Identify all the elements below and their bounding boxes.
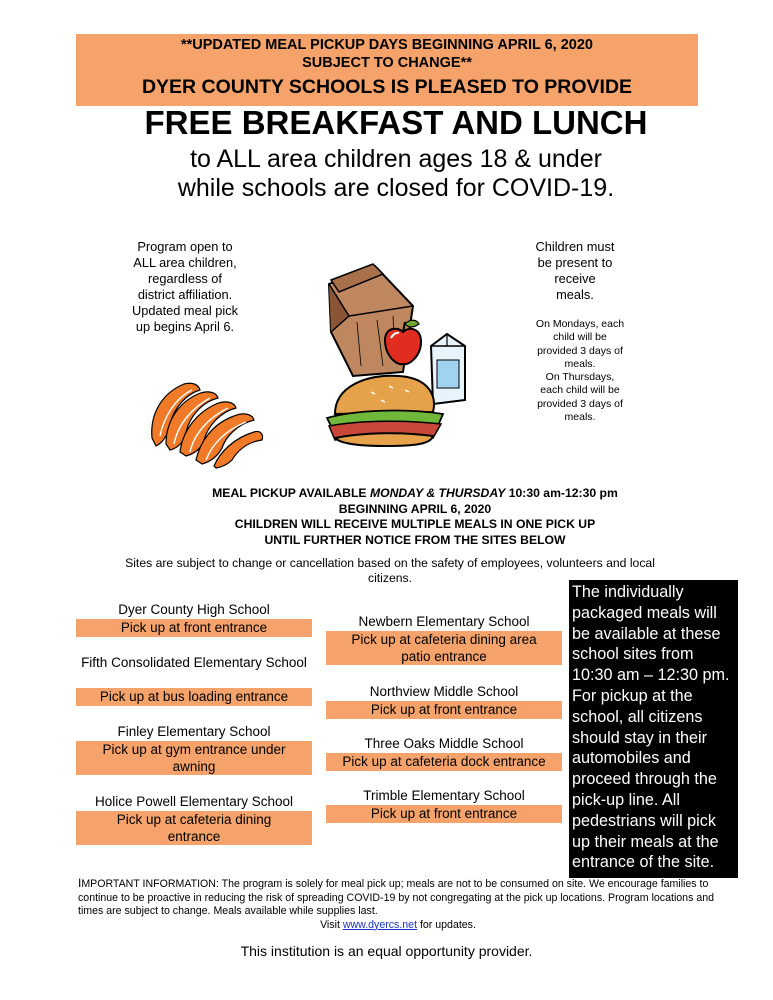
site-name: Northview Middle School xyxy=(369,684,519,699)
visit-prefix: Visit xyxy=(320,918,343,931)
pickup-time: 10:30 am-12:30 pm xyxy=(505,486,618,500)
important-text: MPORTANT INFORMATION: The program is solely for meal pick up; meals are not to be consumed on site. We encourage families to continue to be proactive in reducing the risk of spreading COVID-19 by not congregating at the pick up locations. Program locations and times are subject to change. Meals available while supplies last. xyxy=(78,878,714,918)
pickup-prefix: MEAL PICKUP AVAILABLE xyxy=(212,486,370,500)
children-info-line: Children must xyxy=(535,239,615,254)
site-name: Trimble Elementary School xyxy=(363,788,525,803)
site-name: Fifth Consolidated Elementary School xyxy=(81,655,307,670)
site-name: Holice Powell Elementary School xyxy=(94,794,294,809)
important-lead xyxy=(78,878,714,917)
meal-days-info xyxy=(520,318,640,424)
meal-days-line: meals. xyxy=(564,411,596,424)
site-pickup-location: Pick up at cafeteria dining area patio entrance xyxy=(326,631,562,665)
site-pickup-location: Pick up at bus loading entrance xyxy=(76,688,312,706)
important-initial: I xyxy=(78,876,82,890)
meal-days-line: meals. xyxy=(564,357,596,370)
program-info-line: district affiliation. xyxy=(137,287,233,302)
site-pickup-location: Pick up at front entrance xyxy=(76,619,312,637)
children-info-line: receive xyxy=(554,271,596,286)
site-name: Three Oaks Middle School xyxy=(364,736,524,751)
pickup-line-2: BEGINNING APRIL 6, 2020 xyxy=(338,501,492,516)
visit-suffix: for updates. xyxy=(417,918,476,931)
program-info-line: ALL area children, xyxy=(133,255,237,270)
subhead-line-2: while schools are closed for COVID-19. xyxy=(177,174,615,202)
program-info-line: up begins April 6. xyxy=(135,319,235,334)
site-name: Newbern Elementary School xyxy=(358,614,530,629)
sites-note-line-2: citizens. xyxy=(367,571,413,585)
sites-note-line-1: Sites are subject to change or cancellation based on the safety of employees, volunteers and local xyxy=(125,556,655,570)
equal-opportunity-statement: This institution is an equal opportunity provider. xyxy=(240,943,533,959)
site-pickup-location: Pick up at gym entrance under awning xyxy=(76,741,312,775)
children-info-line: be present to xyxy=(537,255,613,270)
pickup-schedule xyxy=(150,486,680,548)
orange-shell-logo-icon xyxy=(146,376,266,468)
children-info-line: meals. xyxy=(556,287,594,302)
program-info-line: Updated meal pick xyxy=(132,303,238,318)
pickup-line-1 xyxy=(150,486,680,502)
subhead-line-1: to ALL area children ages 18 & under xyxy=(190,145,602,173)
children-present-info xyxy=(520,239,630,303)
program-info xyxy=(100,239,270,335)
meal-days-line: provided 3 days of xyxy=(537,397,623,410)
site-pickup-location: Pick up at cafeteria dining entrance xyxy=(76,811,312,845)
important-information xyxy=(78,877,718,932)
headline: FREE BREAKFAST AND LUNCH xyxy=(144,104,648,141)
pickup-instructions-callout: The individually packaged meals will be available at these school sites from 10:30 am – 12:30 pm. For pickup at the school, all citizens should stay in their automobiles and proceed through the pick-up line. All pedestrians will pick up their meals at the entrance of the site. xyxy=(569,580,738,878)
meal-days-line: On Thursdays, xyxy=(545,371,615,384)
banner-line-2: SUBJECT TO CHANGE** xyxy=(302,55,472,71)
meal-days-line: provided 3 days of xyxy=(537,344,623,357)
meal-days-line: On Mondays, each xyxy=(535,318,625,330)
meal-days-line: child will be xyxy=(553,331,607,344)
site-pickup-location: Pick up at front entrance xyxy=(326,701,562,719)
site-pickup-location: Pick up at front entrance xyxy=(326,805,562,823)
pickup-line-3: CHILDREN WILL RECEIVE MULTIPLE MEALS IN ONE PICK UP xyxy=(234,517,596,531)
meal-days-line: each child will be xyxy=(540,384,620,397)
banner-line-3: DYER COUNTY SCHOOLS IS PLEASED TO PROVIDE xyxy=(141,76,633,98)
subheadline xyxy=(60,145,732,203)
top-banner xyxy=(76,34,698,106)
visit-line xyxy=(78,919,718,933)
site-name: Dyer County High School xyxy=(118,602,270,617)
banner-line-1: **UPDATED MEAL PICKUP DAYS BEGINNING APRIL 6, 2020 xyxy=(180,37,593,53)
program-info-line: regardless of xyxy=(148,271,222,286)
site-pickup-location: Pick up at cafeteria dock entrance xyxy=(326,753,562,771)
site-name: Finley Elementary School xyxy=(117,724,271,739)
website-link[interactable]: www.dyercs.net xyxy=(342,918,418,931)
pickup-days: MONDAY & THURSDAY xyxy=(369,486,506,500)
program-info-line: Program open to xyxy=(137,239,233,254)
lunch-bag-illustration-icon xyxy=(305,262,483,447)
pickup-line-4: UNTIL FURTHER NOTICE FROM THE SITES BELOW xyxy=(264,532,566,547)
